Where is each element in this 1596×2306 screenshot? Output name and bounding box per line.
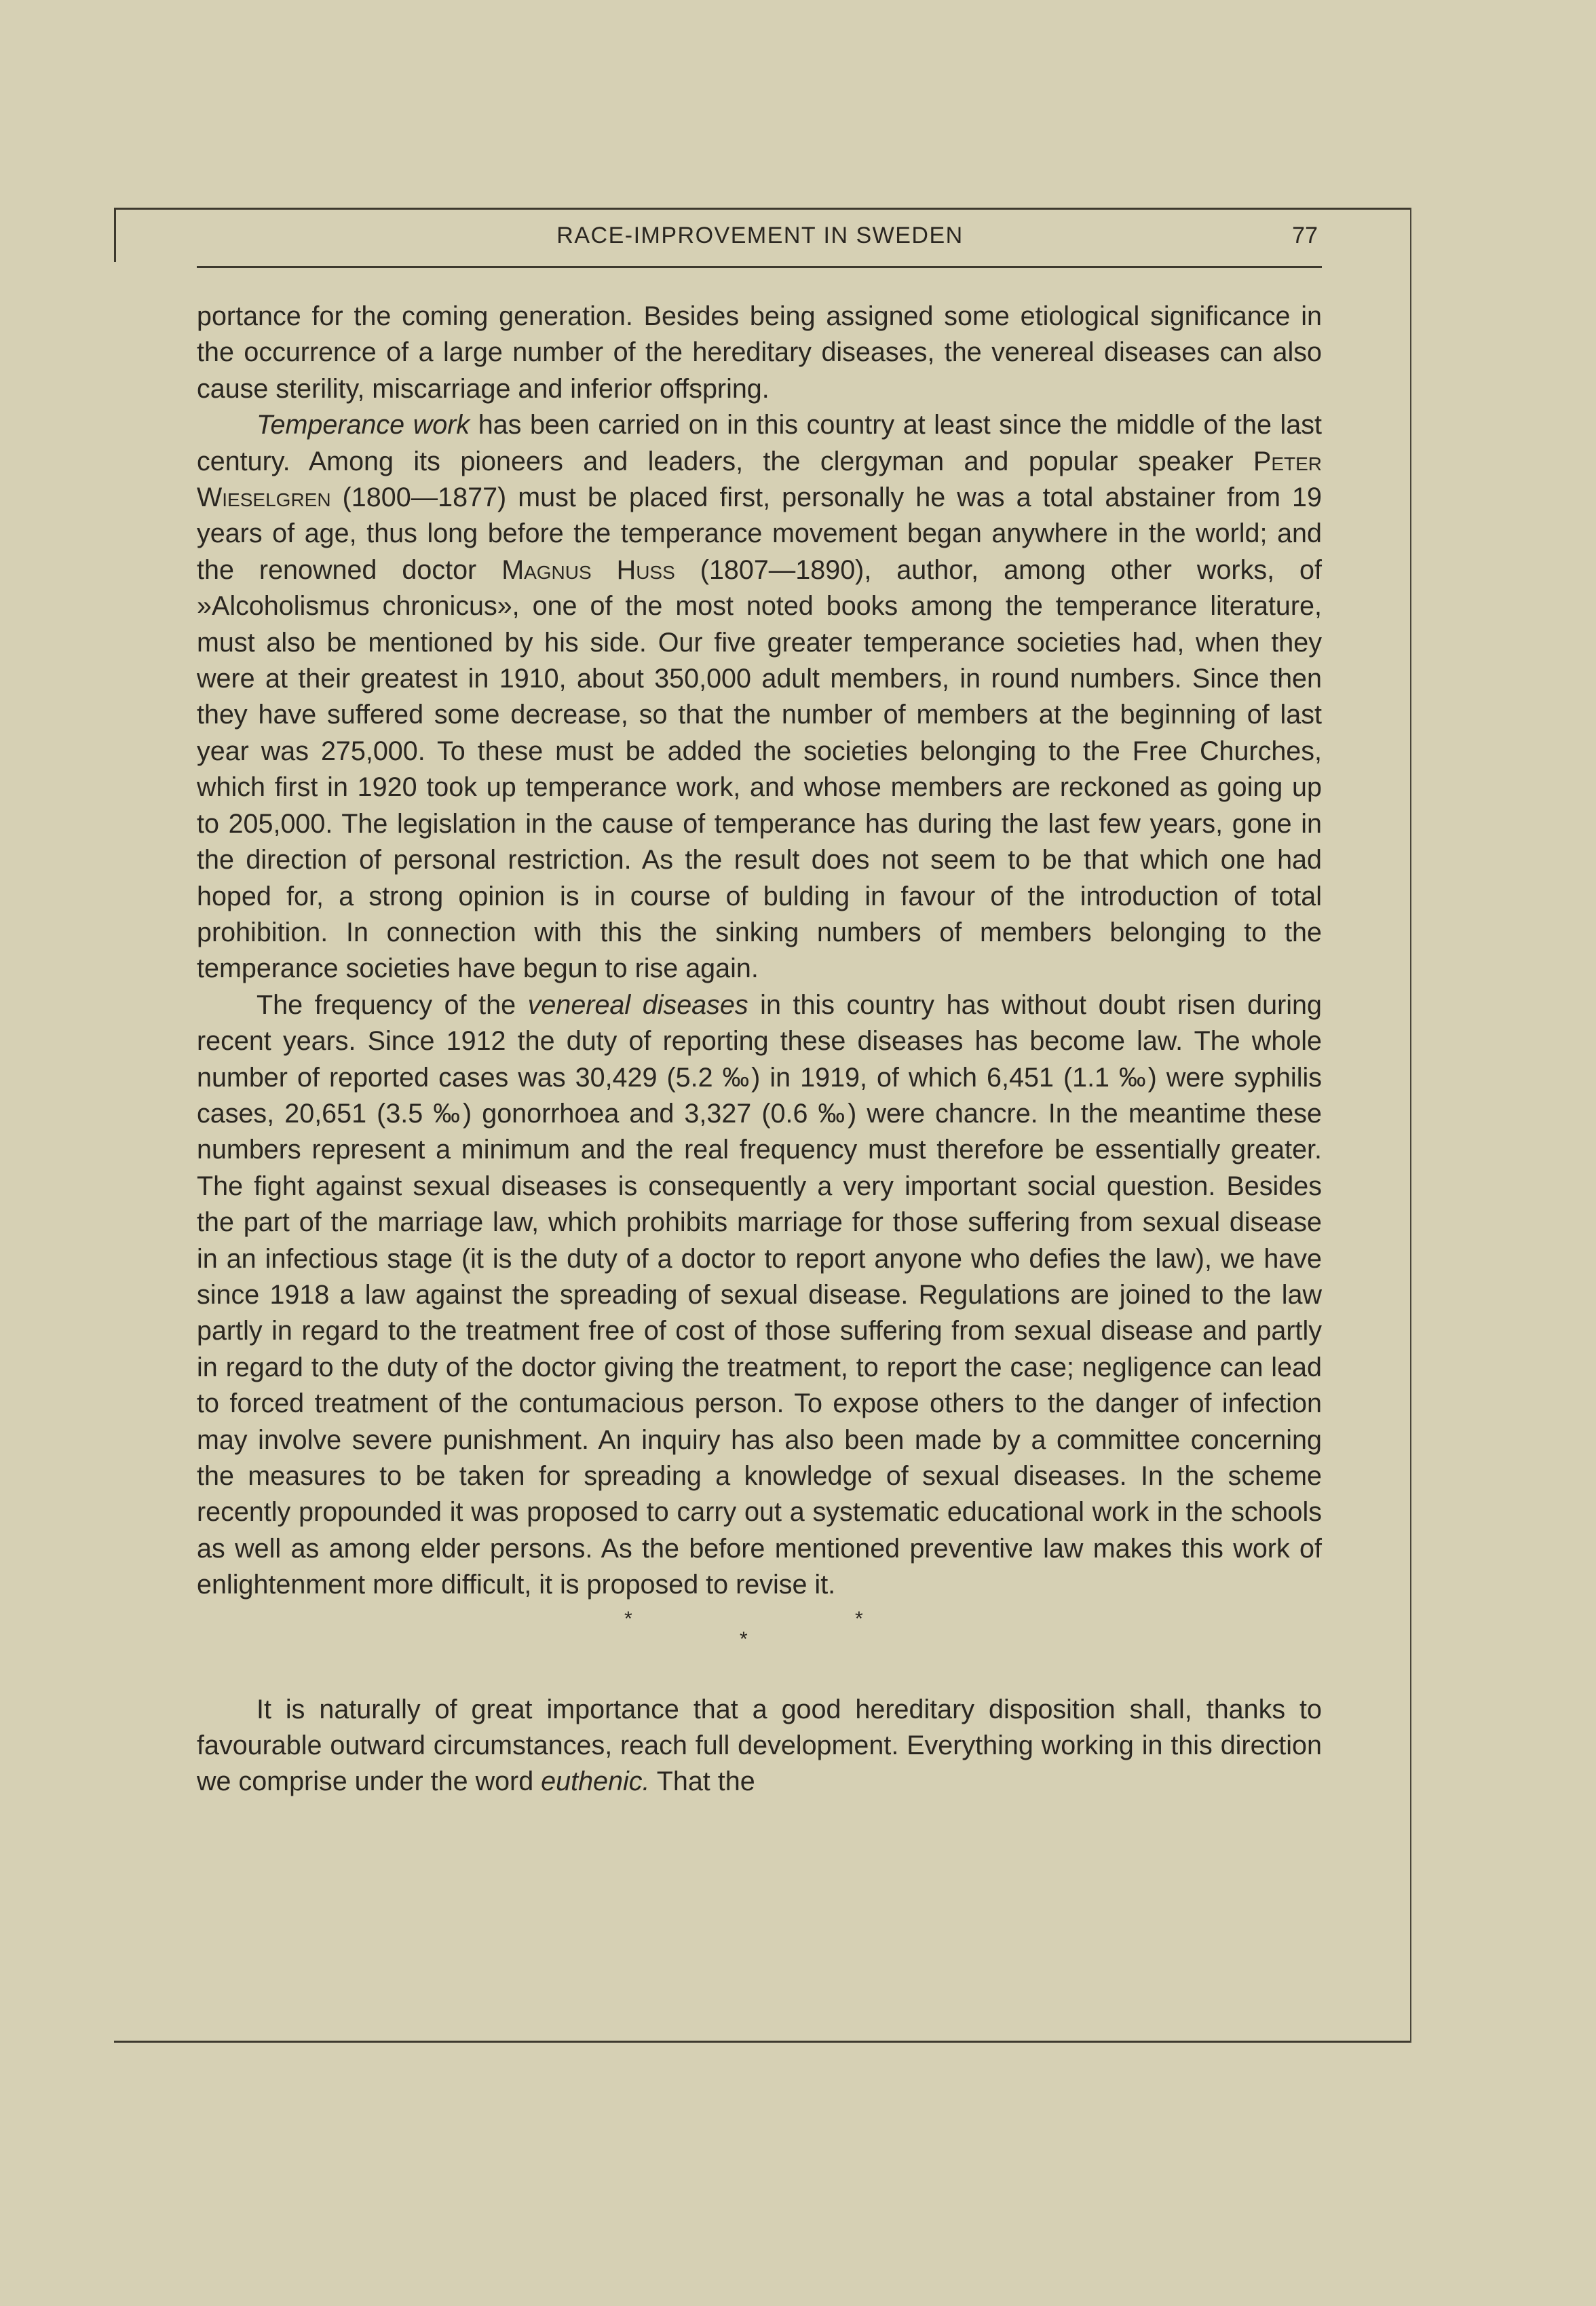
text-run: It is naturally of great importance that a good hereditary disposition shall, thanks to favourable outward circumstances, reach full development. Everything working in this direction we comprise under the word — [197, 1694, 1322, 1797]
header-rule — [197, 266, 1322, 268]
border-top — [114, 208, 1411, 210]
border-bottom — [114, 2041, 1411, 2043]
text-run: in this country has without doubt risen during recent years. Since 1912 the duty of reporting these diseases has become law. The whole number of reported cases was 30,429 (5.2 ‰) in 1919, of which 6,451 (1.1 ‰) were syphilis cases, 20,651 (3.5 ‰) gonorrhoea and 3,327 (0.6 ‰) were chancre. In the meantime these numbers represent a minimum and the real frequency must therefore be essentially greater. The fight against sexual diseases is consequently a very important social question. Besides the part of the marriage law, which prohibits marriage for those suffering from sexual disease in an infectious stage (it is the duty of a doctor to report anyone who defies the law), we have since 1918 a law against the spreading of sexual disease. Regulations are joined to the law partly in regard to the treatment free of cost of those suffering from sexual disease and partly in regard to the duty of the doctor giving the treatment, to report the case; negligence can lead to forced treatment of the contumacious person. To expose others to the danger of infection may involve severe punishment. An inquiry has also been made by a committee concerning the measures to be taken for spreading a knowledge of sexual diseases. In the scheme recently propounded it was proposed to carry out a systematic educational work in the schools as well as among elder persons. As the before mentioned preventive law makes this work of enlightenment more difficult, it is proposed to revise it. — [197, 989, 1322, 1600]
running-title: RACE-IMPROVEMENT IN SWEDEN — [556, 223, 964, 248]
paragraph-temperance — [197, 407, 1322, 987]
asterisk: * — [740, 1627, 748, 1650]
page-number: 77 — [1292, 223, 1318, 248]
body-text — [197, 299, 1322, 1800]
border-right — [1410, 208, 1411, 2043]
emphasis-venereal-diseases: venereal diseases — [527, 989, 748, 1020]
section-separator — [197, 1609, 1322, 1659]
asterisk: * — [855, 1607, 863, 1630]
text-run: (1800—1877) must be placed first, personally he was a total abstainer from 19 years of age, thus long before the temperance movement began anywhere in the world; and the renowned doctor — [197, 483, 1322, 585]
text-run: has been carried on in this country at least since the middle of the last century. Among its pioneers and leaders, the clergyman and popular speaker — [197, 410, 1322, 476]
emphasis-temperance-work: Temperance work — [256, 410, 470, 440]
text-run: That the — [649, 1766, 755, 1797]
border-left-bottom — [114, 208, 116, 235]
text-run: The frequency of the — [256, 989, 528, 1020]
asterisk: * — [624, 1607, 632, 1630]
text-run: (1807—1890), author, among other works, of »Alcoholismus chronicus», one of the most noted books among the temperance literature, must also be mentioned by his side. Our five greater temperance societies had, when they were at their greatest in 1910, about 350,000 adult members, in round numbers. Since then they have suffered some decrease, so that the number of members at the beginning of last year was 275,000. To these must be added the societies belonging to the Free Churches, which first in 1920 took up temperance work, and whose members are reckoned as going up to 205,000. The legislation in the cause of temperance has during the last few years, gone in the direction of personal restriction. As the result does not seem to be that which one had hoped for, a strong opinion is in course of bulding in favour of the introduction of total prohibition. In connection with this the sinking numbers of members belonging to the temperance societies have begun to rise again. — [197, 554, 1322, 984]
person-name-huss: Magnus Huss — [501, 554, 675, 585]
paragraph-venereal — [197, 987, 1322, 1604]
paragraph-euthenic — [197, 1692, 1322, 1800]
page-header — [197, 219, 1323, 259]
emphasis-euthenic: euthenic. — [541, 1766, 650, 1797]
person-name-wieselgren: Peter Wieselgren — [197, 446, 1322, 513]
paragraph-1: portance for the coming generation. Besides being assigned some etiological significance in the occurrence of a large number of the hereditary diseases, the venereal diseases can also cause sterility, miscarriage and inferior offspring. — [197, 301, 1322, 404]
